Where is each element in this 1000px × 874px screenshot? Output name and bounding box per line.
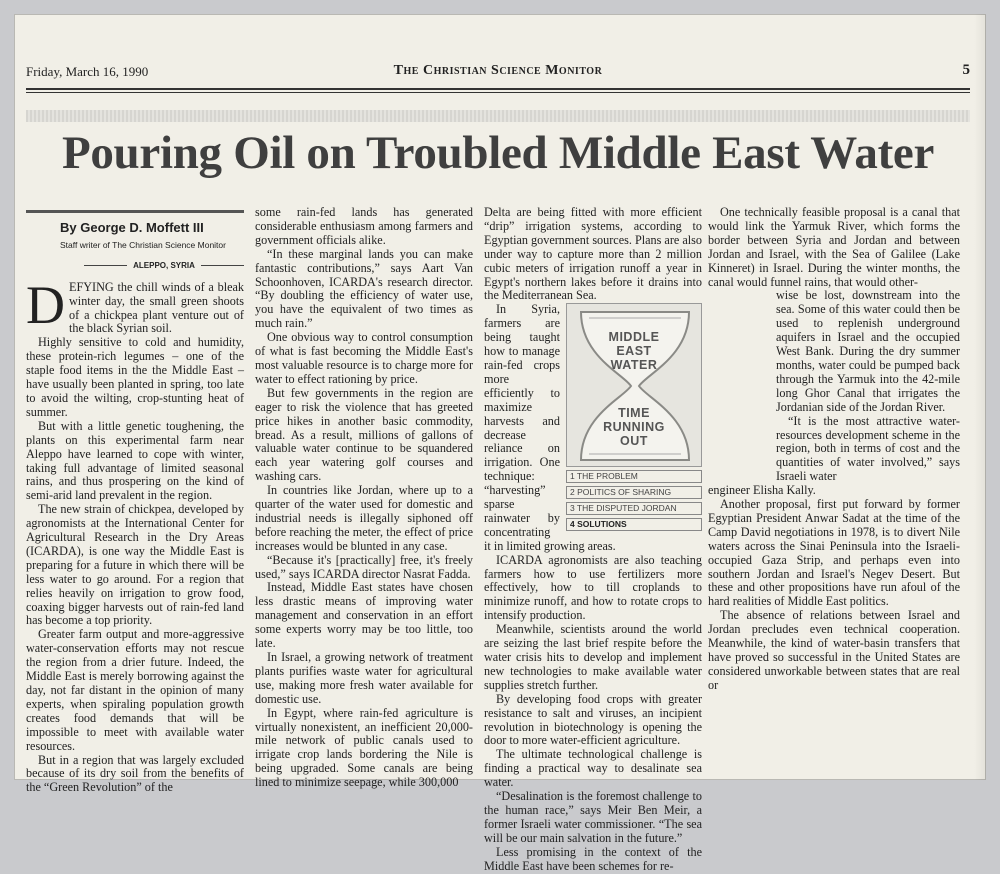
paragraph: In countries like Jordan, where up to a quarter of the water used for domestic and industrial needs is illegally siphoned off before reaching the meter, the effect of price increases would be blunted in any case. [255, 483, 473, 553]
paragraph: But few governments in the region are eager to risk the violence that has greeted price hikes in another basic commodity, bread. As a result, millions of gallons of valuable water continue to be squandered each year watering golf courses and washing cars. [255, 385, 473, 484]
dateline: ALEPPO, SYRIA [26, 259, 244, 273]
paragraph: One obvious way to control consumption of what is fast becoming the Middle East's most valuable resource is to charge more for water to effect rationing by price. [255, 330, 473, 386]
paragraph: In Israel, a growing network of treatment plants purifies waste water for agricultural use, making more fresh water available for domestic use. [255, 650, 473, 706]
headline-band [26, 110, 970, 122]
series-part: 3 THE DISPUTED JORDAN [566, 502, 702, 515]
byline: By George D. Moffett III [60, 220, 204, 235]
paragraph: Meanwhile, scientists around the world are seizing the last brief respite before the water crisis hits to develop and implement new technologies to make available water supplies stretch further. [484, 622, 702, 692]
paragraph: “Desalination is the foremost challenge to the human race,” says Meir Ben Meir, a former Israeli water commissioner. “The sea will be our main salvation in the future.” [484, 789, 702, 845]
series-logo [566, 303, 702, 531]
paragraph: The ultimate technological challenge is finding a practical way to desalinate sea water. [484, 747, 702, 790]
paragraph: Delta are being fitted with more efficient “drip” irrigation systems, according to Egyptian government sources. Plans are also under way to capture more than 2 million cubic meters of irrigation runoff a year in Egypt's northern lakes before it drains into the Mediterranean Sea. [484, 205, 702, 303]
series-part: 2 POLITICS OF SHARING [566, 486, 702, 499]
paragraph: In Egypt, where rain-fed agriculture is virtually nonexistent, an inefficient 20,000-mile network of public canals used to irrigate crop lands bordering the Nile is being upgraded. Some canals are being lined to minimize seepage, while 300,000 [255, 705, 473, 790]
staff-line: Staff writer of The Christian Science Monitor [60, 239, 226, 250]
paragraph: engineer Elisha Kally. [708, 483, 816, 498]
paragraph: some rain-fed lands has generated considerable enthusiasm among farmers and government officials alike. [255, 205, 473, 247]
issue-date: Friday, March 16, 1990 [26, 64, 149, 79]
paragraph: Less promising in the context of the Middle East have been schemes for re- [484, 844, 702, 873]
article-column-3 [484, 205, 702, 873]
hourglass-graphic [566, 303, 702, 467]
masthead-rule [26, 88, 970, 93]
indented-text-block [776, 289, 960, 484]
article-column-1 [26, 206, 244, 795]
series-title-bottom: TIME RUNNING OUT [603, 406, 665, 449]
article-column-4 [708, 206, 960, 776]
paragraph: In Syria, farmers are being taught how to manage rain-fed crops more efficiently to maximize harvests and decrease reliance on irrigation. One technique: “harvesting” sparse rainwater by concentrating it in limited growing areas. [484, 302, 616, 553]
series-logo-box [566, 303, 706, 531]
paragraph: Instead, Middle East states have chosen less drastic means of improving water management and conservation in an effort some experts worry may be too little, too late. [255, 580, 473, 651]
article-column-2 [255, 205, 473, 790]
paragraph: The new strain of chickpea, developed by agronomists at the International Center for Agricultural Research in the Dry Areas (ICARDA), is one way the Middle East is preparing for a future in which there will be less water to go around. For a region that relies heavily on irrigation to grow food, coaxing bigger harvests out of rain-fed land has become a top priority. [26, 502, 244, 628]
newspaper-name: The Christian Science Monitor [393, 63, 603, 78]
page-number: 5 [962, 62, 970, 78]
series-part: 4 SOLUTIONS [566, 518, 702, 531]
paragraph: wise be lost, downstream into the sea. Some of this water could then be used to replenish underground aquifers in Israel and the occupied West Bank. During the dry summer months, water could be pumped back through the Yarmuk into the 42-mile long Ghor Canal that irrigates the Jordanian side of the Jordan River. [776, 288, 960, 414]
paragraph: One technically feasible proposal is a canal that would link the Yarmuk River, which forms the border between Syria and Jordan and between Jordan and Israel, with the Sea of Galilee (Lake Kinneret) in Israel. During the winter months, the canal would funnel rains, that would other- [708, 205, 960, 289]
paragraph: Highly sensitive to cold and humidity, these protein-rich legumes – one of the staple food items in the the Middle East – have usually been planted in spring, too late to avoid the wilting, crop-stunting heat of summer. [26, 335, 244, 419]
newspaper-clipping [14, 14, 986, 873]
paragraph: “Because it's [practically] free, it's freely used,” says ICARDA director Nasrat Fadda. [255, 552, 473, 581]
byline-rule [26, 210, 244, 213]
paragraph: Greater farm output and more-aggressive water-conservation efforts may not rescue the region from a drier future. Indeed, the Middle East is merely borrowing against the day, not far distant in the opinion of many experts, when spiraling population growth creates food demands that will be impossible to meet with available water resources. [26, 627, 244, 753]
masthead [26, 62, 970, 84]
paragraph: The absence of relations between Israel and Jordan precludes even technical cooperation. Meanwhile, the kind of water-basin transfers that have proved so successful in the United States are considered unworkable between states that are real or [708, 608, 960, 692]
lead-paragraph: DEFYING the chill winds of a bleak winter day, the small green shoots of a chickpea plant venture out of the black Syrian soil. [26, 274, 244, 336]
paragraph: Another proposal, first put forward by former Egyptian President Anwar Sadat at the time of the Camp David negotiations in 1978, is to divert Nile waters across the Sinai Peninsula into the Israeli-occupied Gaza Strip, and perhaps even into southern Jordan and Israel's Negev Desert. But these and other propositions have run afoul of the hard realities of Middle East politics. [708, 497, 960, 609]
paragraph: But with a little genetic toughening, the plants on this experimental farm near Aleppo have learned to cope with winter, taking full advantage of limited seasonal rains, and thus prospering on the kind of semi-arid land prevalent in the region. [26, 418, 244, 503]
paragraph: But in a region that was largely excluded because of its dry soil from the benefits of the “Green Revolution” of the [26, 752, 244, 795]
headline: Pouring Oil on Troubled Middle East Water [61, 127, 935, 179]
drop-cap: D [26, 274, 65, 335]
paragraph: ICARDA agronomists are also teaching farmers how to use fertilizers more effectively, how to till croplands to minimize runoff, and how to rotate crops to intensify production. [484, 552, 702, 623]
page-fold-shadow [974, 14, 986, 780]
paragraph: “In these marginal lands you can make fantastic contributions,” says Aart Van Schoonhoven, ICARDA's research director. “By doubling the efficiency of water use, you have the equivalent of two times as much rain.” [255, 246, 473, 331]
paragraph: “It is the most attractive water-resources development scheme in the region, both in terms of cost and the quantities of water involved,” says Israeli water [776, 413, 960, 484]
series-parts-list [566, 470, 702, 531]
series-title-top: MIDDLE EAST WATER [608, 330, 660, 373]
series-part: 1 THE PROBLEM [566, 470, 702, 483]
paragraph: By developing food crops with greater resistance to salt and viruses, an incipient revolution in biotechnology is opening the door to more water-efficient agriculture. [484, 691, 702, 748]
